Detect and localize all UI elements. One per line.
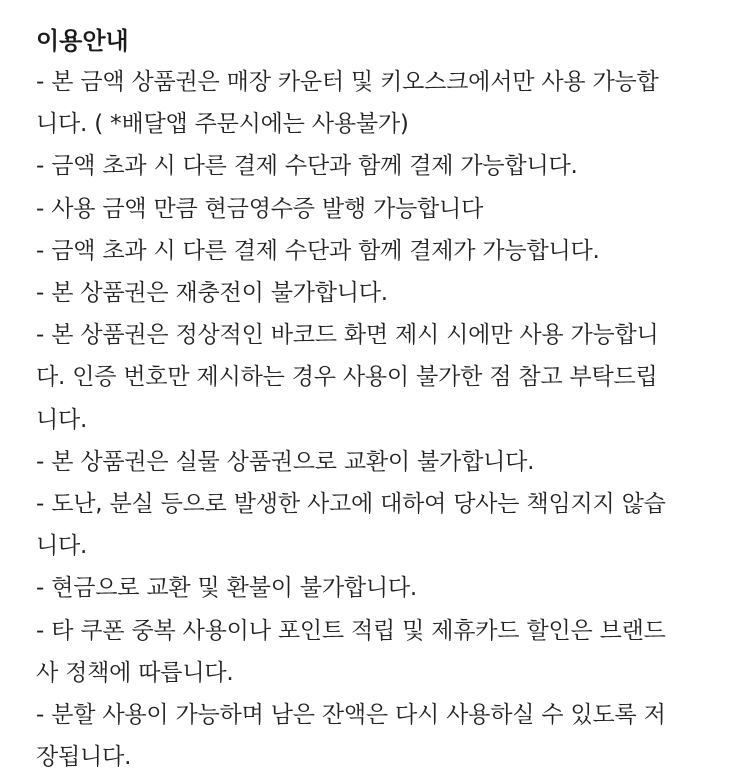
- notice-line: - 도난, 분실 등으로 발생한 사고에 대하여 당사는 책임지지 않습: [36, 491, 666, 518]
- notice-list: [36, 61, 716, 778]
- notice-line: 사 정책에 따릅니다.: [36, 659, 234, 686]
- notice-line: - 타 쿠폰 중복 사용이나 포인트 적립 및 제휴카드 할인은 브랜드: [36, 617, 666, 644]
- notice-line: - 본 금액 상품권은 매장 카운터 및 키오스크에서만 사용 가능합: [36, 69, 659, 95]
- notice-line: - 금액 초과 시 다른 결제 수단과 함께 결제 가능합니다.: [36, 153, 578, 180]
- notice-line: 다. 인증 번호만 제시하는 경우 사용이 불가한 점 참고 부탁드립: [36, 364, 658, 391]
- usage-notice: [36, 21, 716, 778]
- notice-line: 니다.: [36, 533, 88, 560]
- notice-title: 이용안내: [36, 27, 129, 55]
- notice-line: - 현금으로 교환 및 환불이 불가합니다.: [36, 575, 418, 602]
- notice-line: - 사용 금액 만큼 현금영수증 발행 가능합니다: [36, 195, 484, 222]
- notice-line: - 본 상품권은 재충전이 불가합니다.: [36, 280, 388, 307]
- notice-line: - 본 상품권은 실물 상품권으로 교환이 불가합니다.: [36, 448, 535, 475]
- notice-line: - 본 상품권은 정상적인 바코드 화면 제시 시에만 사용 가능합니: [36, 322, 659, 349]
- notice-line: 장됩니다.: [36, 744, 132, 771]
- notice-line: 니다.: [36, 406, 88, 433]
- notice-line: 니다. ( *배달앱 주문시에는 사용불가): [36, 111, 409, 138]
- notice-line: - 분할 사용이 가능하며 남은 잔액은 다시 사용하실 수 있도록 저: [36, 702, 666, 729]
- notice-line: - 금액 초과 시 다른 결제 수단과 함께 결제가 가능합니다.: [36, 237, 600, 264]
